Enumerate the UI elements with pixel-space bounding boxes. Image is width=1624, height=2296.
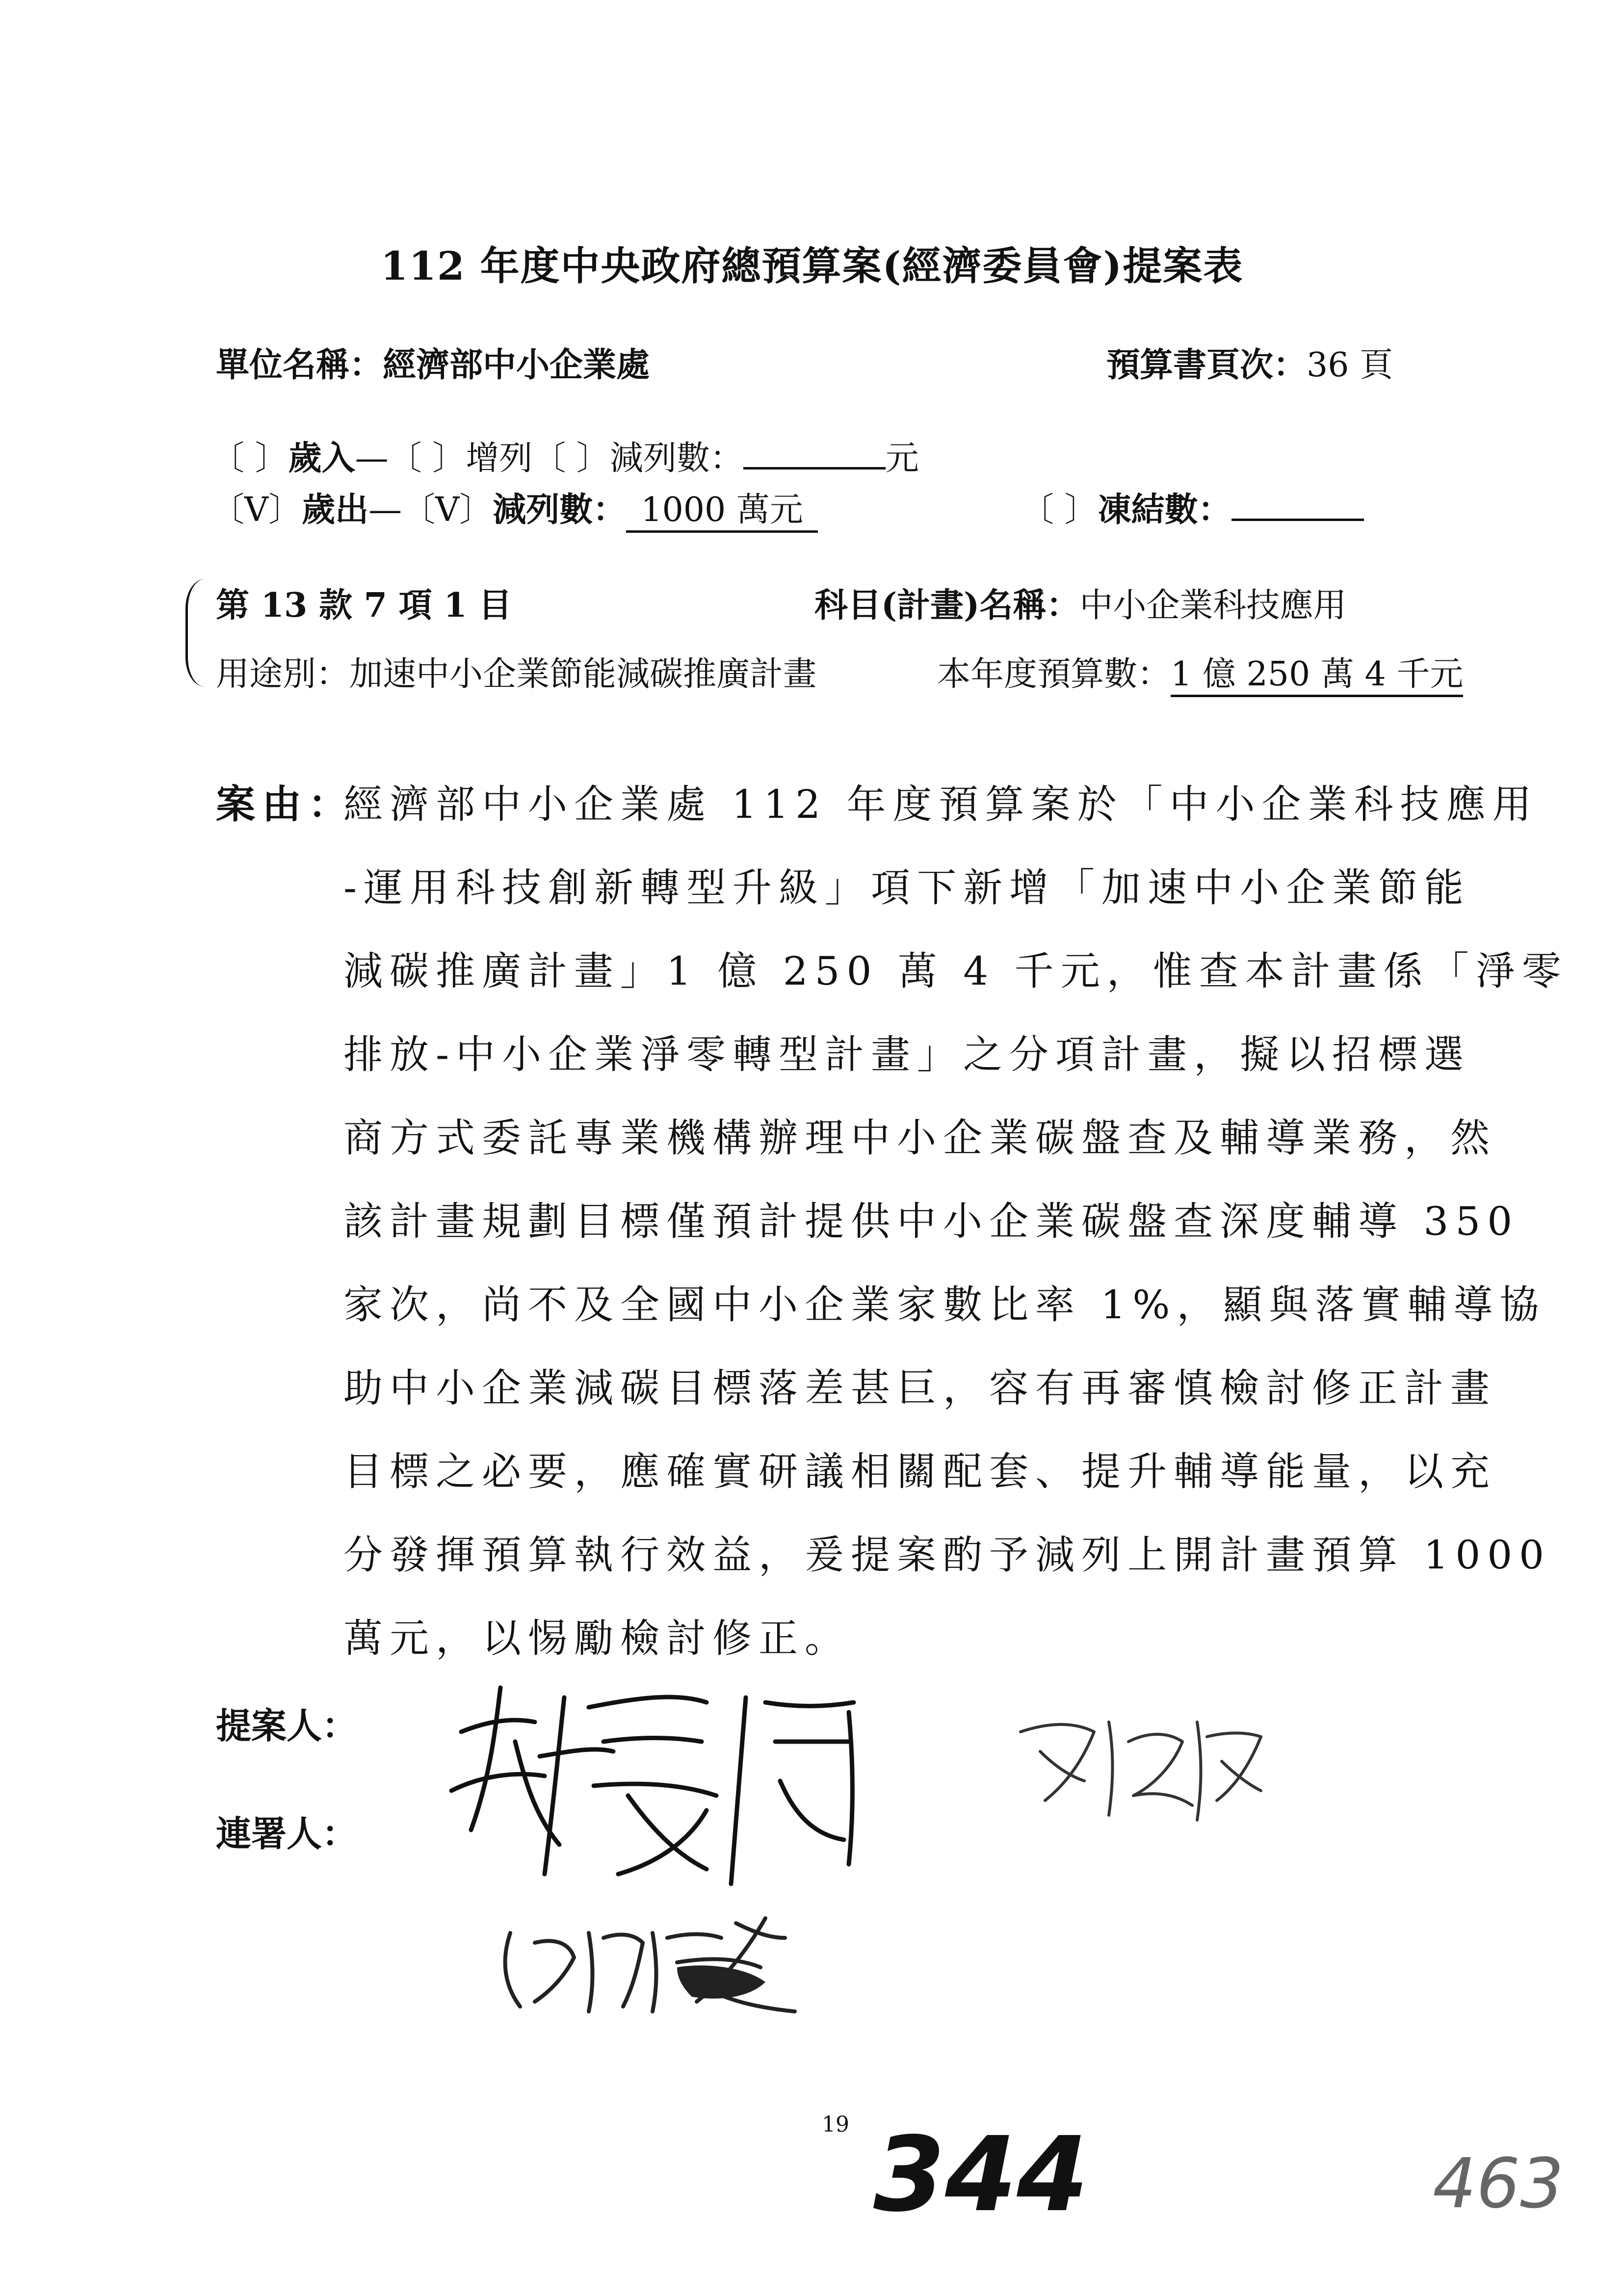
unit-row <box>216 339 650 386</box>
page-title: 112 年度中央政府總預算案(經濟委員會)提案表 <box>380 243 1244 289</box>
reason-line: 經濟部中小企業處 112 年度預算案於「中小企業科技應用 <box>343 782 1539 827</box>
reason-line: 家次，尚不及全國中小企業家數比率 1%，顯與落實輔導協 <box>343 1282 1546 1328</box>
cosigner-signature-1 <box>1011 1702 1266 1830</box>
expense-decrease-checkbox[interactable]: 〔V〕 <box>402 491 493 529</box>
freeze-checkbox[interactable]: 〔 〕 <box>1021 491 1098 529</box>
increase-label: 增列 <box>466 439 533 478</box>
proposer-label: 提案人： <box>216 1705 358 1747</box>
cosigner-label: 連署人： <box>216 1813 358 1854</box>
item-brace <box>185 579 208 687</box>
budget-page-row <box>1106 339 1393 386</box>
decrease-checkbox[interactable]: 〔 〕 <box>532 439 610 478</box>
freeze-amount-field[interactable] <box>1231 489 1364 521</box>
proposer-signature <box>442 1668 883 1904</box>
reason-line: -運用科技創新轉型升級」項下新增「加速中小企業節能 <box>343 865 1471 911</box>
cosigner-signature-2 <box>491 1904 814 2031</box>
budget-page-value: 36 頁 <box>1307 346 1393 385</box>
unit-value: 經濟部中小企業處 <box>383 345 650 385</box>
expense-checkbox[interactable]: 〔V〕 <box>211 491 302 529</box>
page-number: 19 <box>822 2112 849 2137</box>
reason-line: 萬元，以惕勵檢討修正。 <box>343 1616 851 1661</box>
unit-label: 單位名稱： <box>216 345 383 385</box>
expense-decrease-label: 減列數： <box>493 490 627 529</box>
budget-row <box>937 648 1463 695</box>
reason-line: 商方式委託專業機構辦理中小企業碳盤查及輔導業務，然 <box>343 1115 1496 1161</box>
reason-line: 該計畫規劃目標僅預計提供中小企業碳盤查深度輔導 350 <box>343 1199 1519 1244</box>
revenue-label: 歲入 <box>288 439 355 478</box>
purpose-label: 用途別： <box>216 655 350 694</box>
freeze-label: 凍結數： <box>1098 490 1231 529</box>
reason-line: 分發揮預算執行效益，爰提案酌予減列上開計畫預算 1000 <box>343 1532 1551 1578</box>
freeze-row <box>1021 483 1364 531</box>
reason-line: 目標之必要，應確實研議相關配套、提升輔導能量，以充 <box>343 1449 1496 1494</box>
decrease-amount-field[interactable] <box>743 438 886 470</box>
budget-page-label: 預算書頁次： <box>1106 345 1307 385</box>
expense-decrease-value: 1000 萬元 <box>626 491 818 533</box>
subject-row <box>814 579 1346 626</box>
section-number: 第 13 款 7 項 1 目 <box>216 586 512 625</box>
budget-label: 本年度預算數： <box>937 655 1171 694</box>
subject-label: 科目(計畫)名稱： <box>814 586 1080 625</box>
reason-line: 排放-中小企業淨零轉型計畫」之分項計畫，擬以招標選 <box>343 1032 1471 1077</box>
dash: — <box>368 491 402 529</box>
reason-line: 減碳推廣計畫」1 億 250 萬 4 千元，惟查本計畫係「淨零 <box>343 948 1568 994</box>
expense-label: 歲出 <box>302 490 369 529</box>
handwritten-page-number: 344 <box>873 2114 1089 2235</box>
corner-page-number: 463 <box>1433 2144 1564 2224</box>
subject-value: 中小企業科技應用 <box>1079 586 1347 625</box>
dash: — <box>355 439 389 478</box>
decrease-label: 減列數： <box>609 439 743 478</box>
purpose-row <box>216 648 816 695</box>
expense-row <box>211 483 818 531</box>
reason-line: 助中小企業減碳目標落差甚巨，容有再審慎檢討修正計畫 <box>343 1365 1496 1411</box>
revenue-checkbox[interactable]: 〔 〕 <box>211 439 288 478</box>
budget-value: 1 億 250 萬 4 千元 <box>1171 655 1463 697</box>
revenue-row <box>211 432 919 479</box>
purpose-value: 加速中小企業節能減碳推廣計畫 <box>349 655 817 694</box>
reason-label: 案由： <box>216 781 354 827</box>
unit-yuan: 元 <box>885 439 919 478</box>
increase-checkbox[interactable]: 〔 〕 <box>388 439 466 478</box>
